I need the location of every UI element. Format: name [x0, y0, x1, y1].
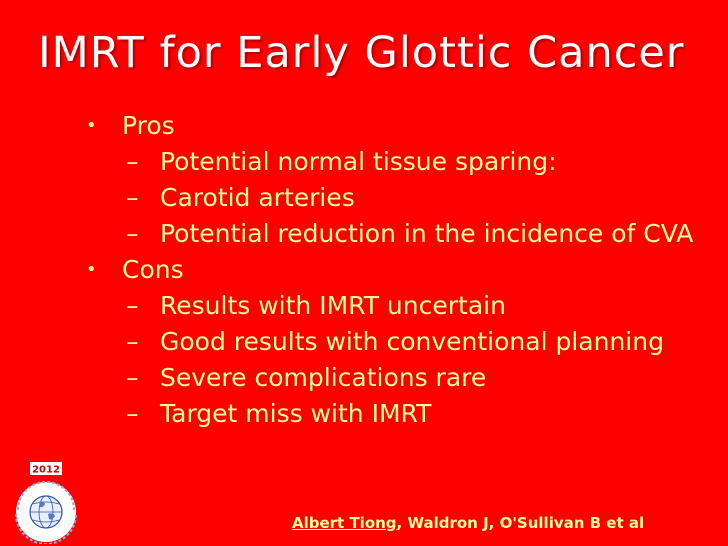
bullet-label: Cons	[122, 255, 184, 284]
dash-icon: –	[126, 219, 139, 248]
sub-bullet	[86, 360, 726, 396]
sub-bullet-text: Good results with conventional planning	[160, 327, 664, 356]
congress-logo	[6, 462, 86, 544]
bullet-cons	[86, 252, 726, 288]
sub-bullet	[86, 396, 726, 432]
dash-icon: –	[126, 147, 139, 176]
dash-icon: –	[126, 291, 139, 320]
sub-bullet	[86, 180, 726, 216]
sub-bullet-text: Carotid arteries	[160, 183, 355, 212]
bullet-list	[86, 108, 726, 432]
bullet-dot-icon: •	[86, 259, 97, 280]
sub-bullet	[86, 216, 700, 252]
bullet-label: Pros	[122, 111, 175, 140]
author-link[interactable]: Albert Tiong	[292, 514, 397, 532]
bullet-pros	[86, 108, 726, 144]
logo-year: 2012	[32, 464, 60, 476]
sub-bullet	[86, 144, 726, 180]
citation-rest: , Waldron J, O'Sullivan B et al	[396, 514, 645, 532]
dash-icon: –	[126, 183, 139, 212]
sub-bullet	[86, 288, 726, 324]
sub-bullet-text: Severe complications rare	[160, 363, 487, 392]
dash-icon: –	[126, 399, 139, 428]
sub-bullet	[86, 324, 726, 360]
dash-icon: –	[126, 363, 139, 392]
dash-icon: –	[126, 327, 139, 356]
sub-bullet-text: Results with IMRT uncertain	[160, 291, 506, 320]
sub-bullet-text: Potential normal tissue sparing:	[160, 147, 557, 176]
globe-icon	[30, 496, 62, 528]
slide-title: IMRT for Early Glottic Cancer	[38, 28, 685, 78]
sub-bullet-text: Target miss with IMRT	[160, 399, 432, 428]
sub-bullet-text: Potential reduction in the incidence of CVA	[160, 219, 694, 248]
citation	[292, 514, 644, 532]
bullet-dot-icon: •	[86, 115, 97, 136]
